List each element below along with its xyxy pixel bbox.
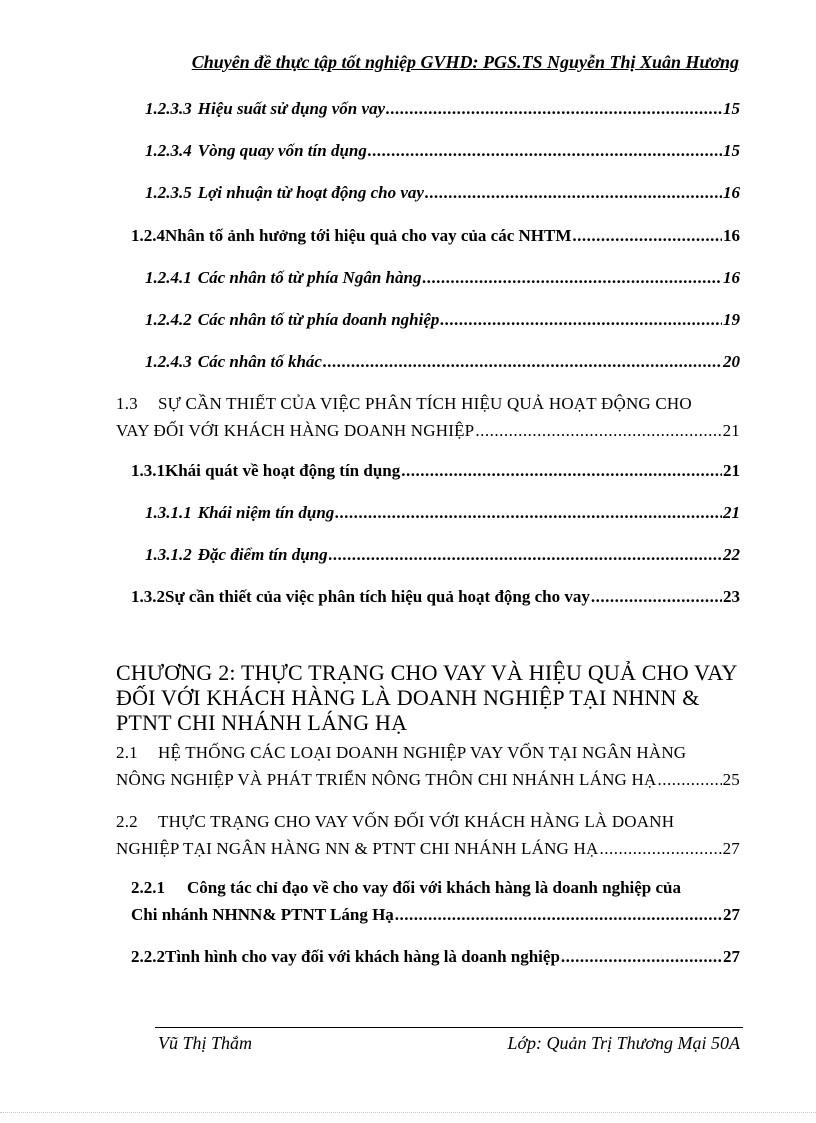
- toc-title: Công tác chỉ đạo về cho vay đối với khách hàng là doanh nghiệp của: [187, 878, 682, 897]
- toc-entry-1-3-line1[interactable]: [116, 394, 740, 414]
- dot-leader: [425, 183, 722, 203]
- toc-page-number: 19: [723, 310, 740, 329]
- toc-entry-1-3-1-1[interactable]: [145, 503, 740, 523]
- toc-title: NGHIỆP TẠI NGÂN HÀNG NN & PTNT CHI NHÁNH LÁNG HẠ: [116, 839, 599, 858]
- toc-title: Khái quát về hoạt động tín dụng: [165, 461, 401, 480]
- toc-number: 1.2.4.2: [145, 310, 192, 329]
- toc-number: 1.2.3.3: [145, 99, 192, 118]
- toc-entry-2-2-2[interactable]: [131, 947, 740, 967]
- toc-title: VAY ĐỐI VỚI KHÁCH HÀNG DOANH NGHIỆP: [116, 421, 475, 440]
- toc-number: 1.2.3.4: [145, 141, 192, 160]
- toc-entry-2-2-1-line1[interactable]: [131, 878, 740, 898]
- toc-number: 2.2.1: [131, 878, 165, 897]
- footer-author: Vũ Thị Thắm: [158, 1033, 253, 1053]
- toc-title: Các nhân tố từ phía Ngân hàng: [197, 268, 422, 287]
- dot-leader: [401, 461, 722, 481]
- toc-entry-1-2-3-3[interactable]: [145, 99, 740, 119]
- toc-number: 1.3.1: [131, 461, 165, 480]
- toc-title: Các nhân tố khác: [197, 352, 322, 371]
- toc-number: 1.2.3.5: [145, 183, 192, 202]
- toc-title: Chi nhánh NHNN& PTNT Láng Hạ: [131, 905, 394, 924]
- toc-title: THỰC TRẠNG CHO VAY VỐN ĐỐI VỚI KHÁCH HÀNG LÀ DOANH: [158, 812, 675, 831]
- toc-entry-1-2-3-4[interactable]: [145, 141, 740, 161]
- toc-title: Các nhân tố từ phía doanh nghiệp: [197, 310, 440, 329]
- toc-page-number: 23: [723, 587, 740, 606]
- toc-title: Tình hình cho vay đối với khách hàng là doanh nghiệp: [165, 947, 560, 966]
- toc-page-number: 27: [723, 947, 740, 966]
- toc-entry-1-3-1-2[interactable]: [145, 545, 740, 565]
- page-bottom-edge: [0, 1112, 816, 1113]
- toc-page-number: 15: [723, 141, 740, 160]
- toc-number: 1.3.1.1: [145, 503, 192, 522]
- dot-leader: [386, 99, 722, 119]
- toc-page-number: 21: [723, 461, 740, 480]
- toc-page-number: 27: [723, 905, 740, 924]
- dot-leader: [657, 770, 721, 790]
- dot-leader: [475, 421, 721, 441]
- dot-leader: [422, 268, 722, 288]
- toc-title: SỰ CẦN THIẾT CỦA VIỆC PHÂN TÍCH HIỆU QUẢ HOẠT ĐỘNG CHO: [158, 394, 692, 413]
- toc-entry-1-2-4[interactable]: [131, 226, 740, 246]
- running-header: Chuyên đề thực tập tốt nghiệp GVHD: PGS.TS Nguyễn Thị Xuân Hương: [191, 52, 739, 72]
- toc-title: Vòng quay vốn tín dụng: [197, 141, 367, 160]
- toc-entry-1-3-line2[interactable]: [116, 421, 740, 441]
- toc-number: 1.2.4: [131, 226, 165, 245]
- toc-title: HỆ THỐNG CÁC LOẠI DOANH NGHIỆP VAY VỐN TẠI NGÂN HÀNG: [158, 743, 687, 762]
- toc-number: 2.2.2: [131, 947, 165, 966]
- dot-leader: [561, 947, 722, 967]
- dot-leader: [440, 310, 722, 330]
- toc-number: 1.3.2: [131, 587, 165, 606]
- toc-number: 2.2: [116, 812, 138, 831]
- footer-class: Lớp: Quản Trị Thương Mại 50A: [507, 1033, 740, 1053]
- toc-page-number: 21: [722, 421, 740, 440]
- toc-page-number: 20: [723, 352, 740, 371]
- dot-leader: [335, 503, 722, 523]
- footer-divider: [155, 1027, 743, 1028]
- toc-number: 1.2.4.1: [145, 268, 192, 287]
- toc-page-number: 22: [723, 545, 740, 564]
- dot-leader: [599, 839, 721, 859]
- toc-chapter-2-heading[interactable]: CHƯƠNG 2: THỰC TRẠNG CHO VAY VÀ HIỆU QUẢ CHO VAY ĐỐI VỚI KHÁCH HÀNG LÀ DOANH NGHIỆP TẠI NHNN & PTNT CHI NHÁNH LÁNG HẠ: [116, 660, 737, 735]
- dot-leader: [572, 226, 722, 246]
- toc-number: 1.3.1.2: [145, 545, 192, 564]
- dot-leader: [591, 587, 722, 607]
- toc-page-number: 27: [722, 839, 740, 858]
- toc-title: Đặc điểm tín dụng: [197, 545, 328, 564]
- toc-title: Sự cần thiết của việc phân tích hiệu quả hoạt động cho vay: [165, 587, 590, 606]
- toc-entry-1-2-4-3[interactable]: [145, 352, 740, 372]
- toc-title: Lợi nhuận từ hoạt động cho vay: [197, 183, 424, 202]
- toc-title: NÔNG NGHIỆP VÀ PHÁT TRIỂN NÔNG THÔN CHI NHÁNH LÁNG HẠ: [116, 770, 657, 789]
- toc-page-number: 16: [723, 268, 740, 287]
- toc-number: 1.2.4.3: [145, 352, 192, 371]
- toc-entry-1-2-3-5[interactable]: [145, 183, 740, 203]
- toc-entry-2-1-line2[interactable]: [116, 770, 740, 790]
- toc-entry-1-3-2[interactable]: [131, 587, 740, 607]
- toc-number: 1.3: [116, 394, 138, 413]
- toc-page-number: 21: [723, 503, 740, 522]
- toc-entry-1-2-4-2[interactable]: [145, 310, 740, 330]
- toc-number: 2.1: [116, 743, 138, 762]
- dot-leader: [368, 141, 722, 161]
- toc-entry-2-1-line1[interactable]: [116, 743, 740, 763]
- toc-title: Hiệu suất sử dụng vốn vay: [197, 99, 386, 118]
- toc-entry-1-3-1[interactable]: [131, 461, 740, 481]
- toc-entry-1-2-4-1[interactable]: [145, 268, 740, 288]
- toc-page-number: 15: [723, 99, 740, 118]
- dot-leader: [323, 352, 722, 372]
- dot-leader: [329, 545, 722, 565]
- toc-page-number: 16: [723, 183, 740, 202]
- toc-page-number: 16: [723, 226, 740, 245]
- toc-entry-2-2-line1[interactable]: [116, 812, 740, 832]
- toc-entry-2-2-line2[interactable]: [116, 839, 740, 859]
- toc-title: Nhân tố ảnh hưởng tới hiệu quả cho vay của các NHTM: [165, 226, 572, 245]
- toc-entry-2-2-1-line2[interactable]: [131, 905, 740, 925]
- dot-leader: [395, 905, 722, 925]
- toc-page-number: 25: [722, 770, 740, 789]
- toc-title: Khái niệm tín dụng: [197, 503, 335, 522]
